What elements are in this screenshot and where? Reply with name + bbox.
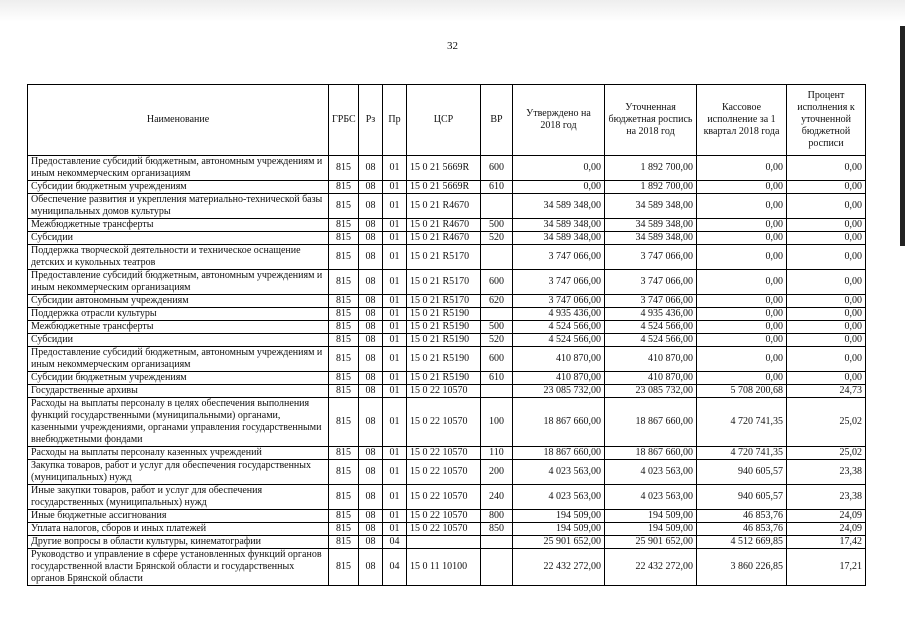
- cell-rz: 08: [359, 194, 383, 219]
- cell-vr: [481, 245, 513, 270]
- table-row: [28, 334, 866, 347]
- cell-rz: 08: [359, 372, 383, 385]
- cell-name: Расходы на выплаты персоналу в целях обеспечения выполнения функций государственными (муниципальными) органами, казенными учреждениями, органами управления государственными внебюджетными фондами: [28, 398, 329, 447]
- cell-grbs: 815: [329, 549, 359, 586]
- table-row: [28, 194, 866, 219]
- cell-pr: 01: [383, 308, 407, 321]
- cell-csr: 15 0 22 10570: [407, 385, 481, 398]
- cell-vr: 240: [481, 485, 513, 510]
- cell-refined: 18 867 660,00: [605, 447, 697, 460]
- cell-grbs: 815: [329, 270, 359, 295]
- cell-pr: 01: [383, 245, 407, 270]
- cell-percent: 0,00: [787, 321, 866, 334]
- table-row: [28, 510, 866, 523]
- cell-name: Иные закупки товаров, работ и услуг для обеспечения государственных (муниципальных) нужд: [28, 485, 329, 510]
- cell-percent: 0,00: [787, 295, 866, 308]
- cell-pr: 01: [383, 485, 407, 510]
- cell-vr: 800: [481, 510, 513, 523]
- table-row: [28, 485, 866, 510]
- cell-csr: 15 0 21 R4670: [407, 232, 481, 245]
- cell-grbs: 815: [329, 245, 359, 270]
- cell-grbs: 815: [329, 372, 359, 385]
- cell-pr: 01: [383, 295, 407, 308]
- table-row: [28, 347, 866, 372]
- cell-name: Субсидии автономным учреждениям: [28, 295, 329, 308]
- cell-rz: 08: [359, 398, 383, 447]
- cell-pr: 01: [383, 232, 407, 245]
- cell-percent: 0,00: [787, 194, 866, 219]
- cell-pr: 01: [383, 523, 407, 536]
- cell-refined: 4 524 566,00: [605, 334, 697, 347]
- cell-rz: 08: [359, 536, 383, 549]
- cell-csr: 15 0 21 R5170: [407, 270, 481, 295]
- cell-pr: 04: [383, 536, 407, 549]
- cell-cash: 0,00: [697, 270, 787, 295]
- header-pr: Пр: [383, 85, 407, 156]
- cell-pr: 01: [383, 372, 407, 385]
- cell-vr: [481, 549, 513, 586]
- cell-vr: 100: [481, 398, 513, 447]
- header-approved: Утверждено на 2018 год: [513, 85, 605, 156]
- cell-rz: 08: [359, 510, 383, 523]
- cell-grbs: 815: [329, 460, 359, 485]
- cell-pr: 01: [383, 510, 407, 523]
- cell-percent: 0,00: [787, 334, 866, 347]
- cell-name: Поддержка творческой деятельности и техническое оснащение детских и кукольных театров: [28, 245, 329, 270]
- cell-cash: 0,00: [697, 347, 787, 372]
- scan-edge: [0, 0, 905, 22]
- cell-approved: 23 085 732,00: [513, 385, 605, 398]
- cell-rz: 08: [359, 447, 383, 460]
- cell-grbs: 815: [329, 308, 359, 321]
- cell-csr: 15 0 21 R5190: [407, 372, 481, 385]
- cell-pr: 01: [383, 460, 407, 485]
- cell-refined: 4 023 563,00: [605, 485, 697, 510]
- cell-grbs: 815: [329, 219, 359, 232]
- cell-csr: 15 0 21 R4670: [407, 194, 481, 219]
- cell-cash: 46 853,76: [697, 510, 787, 523]
- cell-refined: 34 589 348,00: [605, 219, 697, 232]
- cell-refined: 3 747 066,00: [605, 295, 697, 308]
- cell-approved: 4 023 563,00: [513, 485, 605, 510]
- cell-pr: 04: [383, 549, 407, 586]
- cell-percent: 0,00: [787, 347, 866, 372]
- cell-approved: 34 589 348,00: [513, 219, 605, 232]
- cell-vr: 200: [481, 460, 513, 485]
- cell-percent: 0,00: [787, 308, 866, 321]
- cell-grbs: 815: [329, 232, 359, 245]
- table-row: [28, 447, 866, 460]
- cell-csr: 15 0 21 R5190: [407, 347, 481, 372]
- cell-vr: 110: [481, 447, 513, 460]
- cell-approved: 0,00: [513, 156, 605, 181]
- table-row: [28, 398, 866, 447]
- cell-rz: 08: [359, 219, 383, 232]
- cell-vr: 850: [481, 523, 513, 536]
- cell-cash: 940 605,57: [697, 460, 787, 485]
- cell-cash: 4 720 741,35: [697, 398, 787, 447]
- cell-refined: 34 589 348,00: [605, 232, 697, 245]
- cell-approved: 194 509,00: [513, 523, 605, 536]
- cell-rz: 08: [359, 549, 383, 586]
- table-row: [28, 460, 866, 485]
- cell-percent: 0,00: [787, 245, 866, 270]
- cell-csr: 15 0 22 10570: [407, 485, 481, 510]
- cell-name: Обеспечение развития и укрепления материально-технической базы муниципальных домов культуры: [28, 194, 329, 219]
- cell-cash: 4 512 669,85: [697, 536, 787, 549]
- cell-csr: 15 0 22 10570: [407, 523, 481, 536]
- scan-border: [900, 26, 905, 246]
- cell-cash: 0,00: [697, 156, 787, 181]
- cell-approved: 4 935 436,00: [513, 308, 605, 321]
- cell-pr: 01: [383, 181, 407, 194]
- cell-name: Иные бюджетные ассигнования: [28, 510, 329, 523]
- cell-rz: 08: [359, 232, 383, 245]
- cell-rz: 08: [359, 523, 383, 536]
- cell-refined: 410 870,00: [605, 372, 697, 385]
- cell-approved: 3 747 066,00: [513, 295, 605, 308]
- cell-grbs: 815: [329, 523, 359, 536]
- cell-vr: [481, 536, 513, 549]
- header-name: Наименование: [28, 85, 329, 156]
- cell-percent: 0,00: [787, 232, 866, 245]
- cell-refined: 4 935 436,00: [605, 308, 697, 321]
- cell-refined: 23 085 732,00: [605, 385, 697, 398]
- cell-cash: 0,00: [697, 181, 787, 194]
- cell-grbs: 815: [329, 398, 359, 447]
- cell-vr: 500: [481, 219, 513, 232]
- cell-cash: 0,00: [697, 372, 787, 385]
- table-row: [28, 295, 866, 308]
- cell-csr: 15 0 21 R5170: [407, 245, 481, 270]
- cell-pr: 01: [383, 219, 407, 232]
- cell-pr: 01: [383, 321, 407, 334]
- cell-vr: 610: [481, 181, 513, 194]
- cell-vr: 620: [481, 295, 513, 308]
- cell-percent: 23,38: [787, 485, 866, 510]
- table-row: [28, 321, 866, 334]
- cell-vr: 610: [481, 372, 513, 385]
- cell-vr: [481, 308, 513, 321]
- cell-grbs: 815: [329, 385, 359, 398]
- cell-approved: 4 524 566,00: [513, 334, 605, 347]
- cell-approved: 18 867 660,00: [513, 398, 605, 447]
- cell-vr: 520: [481, 334, 513, 347]
- cell-grbs: 815: [329, 194, 359, 219]
- header-vr: ВР: [481, 85, 513, 156]
- cell-csr: 15 0 21 5669R: [407, 181, 481, 194]
- cell-refined: 25 901 652,00: [605, 536, 697, 549]
- cell-rz: 08: [359, 385, 383, 398]
- cell-cash: 5 708 200,68: [697, 385, 787, 398]
- cell-refined: 194 509,00: [605, 510, 697, 523]
- cell-approved: 410 870,00: [513, 372, 605, 385]
- cell-vr: 600: [481, 347, 513, 372]
- cell-approved: 34 589 348,00: [513, 194, 605, 219]
- cell-percent: 0,00: [787, 372, 866, 385]
- cell-name: Другие вопросы в области культуры, кинематографии: [28, 536, 329, 549]
- table-row: [28, 245, 866, 270]
- cell-csr: [407, 536, 481, 549]
- cell-csr: 15 0 21 R5190: [407, 321, 481, 334]
- cell-pr: 01: [383, 156, 407, 181]
- cell-approved: 18 867 660,00: [513, 447, 605, 460]
- header-percent: Процент исполнения к уточненной бюджетной росписи: [787, 85, 866, 156]
- cell-cash: 0,00: [697, 219, 787, 232]
- cell-approved: 22 432 272,00: [513, 549, 605, 586]
- table-row: [28, 549, 866, 586]
- cell-vr: 600: [481, 270, 513, 295]
- cell-pr: 01: [383, 398, 407, 447]
- cell-csr: 15 0 22 10570: [407, 460, 481, 485]
- cell-rz: 08: [359, 270, 383, 295]
- cell-name: Государственные архивы: [28, 385, 329, 398]
- table-row: [28, 219, 866, 232]
- cell-csr: 15 0 22 10570: [407, 398, 481, 447]
- cell-csr: 15 0 21 R4670: [407, 219, 481, 232]
- cell-grbs: 815: [329, 485, 359, 510]
- cell-grbs: 815: [329, 181, 359, 194]
- cell-rz: 08: [359, 156, 383, 181]
- cell-csr: 15 0 22 10570: [407, 447, 481, 460]
- cell-name: Субсидии: [28, 232, 329, 245]
- cell-name: Предоставление субсидий бюджетным, автономным учреждениям и иным некоммерческим организациям: [28, 270, 329, 295]
- cell-percent: 0,00: [787, 219, 866, 232]
- cell-grbs: 815: [329, 334, 359, 347]
- cell-percent: 0,00: [787, 156, 866, 181]
- cell-refined: 4 524 566,00: [605, 321, 697, 334]
- cell-vr: [481, 194, 513, 219]
- cell-name: Субсидии бюджетным учреждениям: [28, 372, 329, 385]
- cell-cash: 0,00: [697, 232, 787, 245]
- cell-csr: 15 0 11 10100: [407, 549, 481, 586]
- page-number: 32: [447, 40, 458, 52]
- table-header-row: [28, 85, 866, 156]
- cell-name: Закупка товаров, работ и услуг для обеспечения государственных (муниципальных) нужд: [28, 460, 329, 485]
- cell-approved: 4 524 566,00: [513, 321, 605, 334]
- cell-approved: 194 509,00: [513, 510, 605, 523]
- cell-approved: 3 747 066,00: [513, 270, 605, 295]
- cell-rz: 08: [359, 295, 383, 308]
- cell-pr: 01: [383, 334, 407, 347]
- cell-pr: 01: [383, 447, 407, 460]
- cell-refined: 410 870,00: [605, 347, 697, 372]
- cell-csr: 15 0 22 10570: [407, 510, 481, 523]
- cell-pr: 01: [383, 347, 407, 372]
- table-row: [28, 270, 866, 295]
- table-row: [28, 536, 866, 549]
- cell-approved: 34 589 348,00: [513, 232, 605, 245]
- cell-approved: 0,00: [513, 181, 605, 194]
- cell-name: Межбюджетные трансферты: [28, 321, 329, 334]
- cell-grbs: 815: [329, 510, 359, 523]
- cell-rz: 08: [359, 181, 383, 194]
- cell-refined: 1 892 700,00: [605, 181, 697, 194]
- cell-cash: 3 860 226,85: [697, 549, 787, 586]
- cell-percent: 24,73: [787, 385, 866, 398]
- cell-name: Субсидии бюджетным учреждениям: [28, 181, 329, 194]
- header-cash: Кассовое исполнение за 1 квартал 2018 года: [697, 85, 787, 156]
- cell-rz: 08: [359, 347, 383, 372]
- cell-percent: 17,42: [787, 536, 866, 549]
- cell-grbs: 815: [329, 321, 359, 334]
- cell-vr: 500: [481, 321, 513, 334]
- table-row: [28, 181, 866, 194]
- header-grbs: ГРБС: [329, 85, 359, 156]
- cell-name: Межбюджетные трансферты: [28, 219, 329, 232]
- header-csr: ЦСР: [407, 85, 481, 156]
- cell-percent: 25,02: [787, 447, 866, 460]
- cell-refined: 1 892 700,00: [605, 156, 697, 181]
- cell-rz: 08: [359, 460, 383, 485]
- cell-pr: 01: [383, 194, 407, 219]
- table-row: [28, 372, 866, 385]
- cell-percent: 24,09: [787, 510, 866, 523]
- cell-cash: 0,00: [697, 245, 787, 270]
- cell-refined: 3 747 066,00: [605, 270, 697, 295]
- cell-approved: 410 870,00: [513, 347, 605, 372]
- budget-table: [27, 84, 866, 586]
- cell-vr: [481, 385, 513, 398]
- cell-name: Уплата налогов, сборов и иных платежей: [28, 523, 329, 536]
- cell-cash: 0,00: [697, 295, 787, 308]
- cell-refined: 18 867 660,00: [605, 398, 697, 447]
- cell-name: Предоставление субсидий бюджетным, автономным учреждениям и иным некоммерческим организациям: [28, 347, 329, 372]
- cell-vr: 600: [481, 156, 513, 181]
- cell-rz: 08: [359, 245, 383, 270]
- cell-csr: 15 0 21 R5190: [407, 308, 481, 321]
- header-rz: Рз: [359, 85, 383, 156]
- cell-grbs: 815: [329, 347, 359, 372]
- cell-csr: 15 0 21 R5170: [407, 295, 481, 308]
- cell-pr: 01: [383, 385, 407, 398]
- cell-cash: 46 853,76: [697, 523, 787, 536]
- cell-name: Поддержка отрасли культуры: [28, 308, 329, 321]
- cell-percent: 17,21: [787, 549, 866, 586]
- cell-refined: 3 747 066,00: [605, 245, 697, 270]
- cell-approved: 4 023 563,00: [513, 460, 605, 485]
- cell-grbs: 815: [329, 536, 359, 549]
- cell-refined: 4 023 563,00: [605, 460, 697, 485]
- cell-percent: 24,09: [787, 523, 866, 536]
- cell-refined: 22 432 272,00: [605, 549, 697, 586]
- cell-percent: 23,38: [787, 460, 866, 485]
- cell-name: Субсидии: [28, 334, 329, 347]
- cell-grbs: 815: [329, 447, 359, 460]
- cell-grbs: 815: [329, 156, 359, 181]
- cell-approved: 3 747 066,00: [513, 245, 605, 270]
- cell-cash: 0,00: [697, 321, 787, 334]
- cell-pr: 01: [383, 270, 407, 295]
- cell-percent: 25,02: [787, 398, 866, 447]
- cell-vr: 520: [481, 232, 513, 245]
- table-row: [28, 523, 866, 536]
- cell-refined: 34 589 348,00: [605, 194, 697, 219]
- cell-cash: 0,00: [697, 334, 787, 347]
- table-row: [28, 308, 866, 321]
- cell-refined: 194 509,00: [605, 523, 697, 536]
- cell-grbs: 815: [329, 295, 359, 308]
- cell-rz: 08: [359, 334, 383, 347]
- cell-percent: 0,00: [787, 181, 866, 194]
- cell-cash: 0,00: [697, 194, 787, 219]
- cell-cash: 0,00: [697, 308, 787, 321]
- table-row: [28, 232, 866, 245]
- cell-rz: 08: [359, 321, 383, 334]
- table-row: [28, 156, 866, 181]
- cell-name: Расходы на выплаты персоналу казенных учреждений: [28, 447, 329, 460]
- cell-csr: 15 0 21 5669R: [407, 156, 481, 181]
- cell-name: Предоставление субсидий бюджетным, автономным учреждениям и иным некоммерческим организациям: [28, 156, 329, 181]
- cell-rz: 08: [359, 308, 383, 321]
- header-refined: Уточненная бюджетная роспись на 2018 год: [605, 85, 697, 156]
- table-row: [28, 385, 866, 398]
- cell-csr: 15 0 21 R5190: [407, 334, 481, 347]
- cell-rz: 08: [359, 485, 383, 510]
- cell-name: Руководство и управление в сфере установленных функций органов государственной власти Брянской области и государственных органов Брянской области: [28, 549, 329, 586]
- cell-cash: 4 720 741,35: [697, 447, 787, 460]
- cell-percent: 0,00: [787, 270, 866, 295]
- cell-approved: 25 901 652,00: [513, 536, 605, 549]
- cell-cash: 940 605,57: [697, 485, 787, 510]
